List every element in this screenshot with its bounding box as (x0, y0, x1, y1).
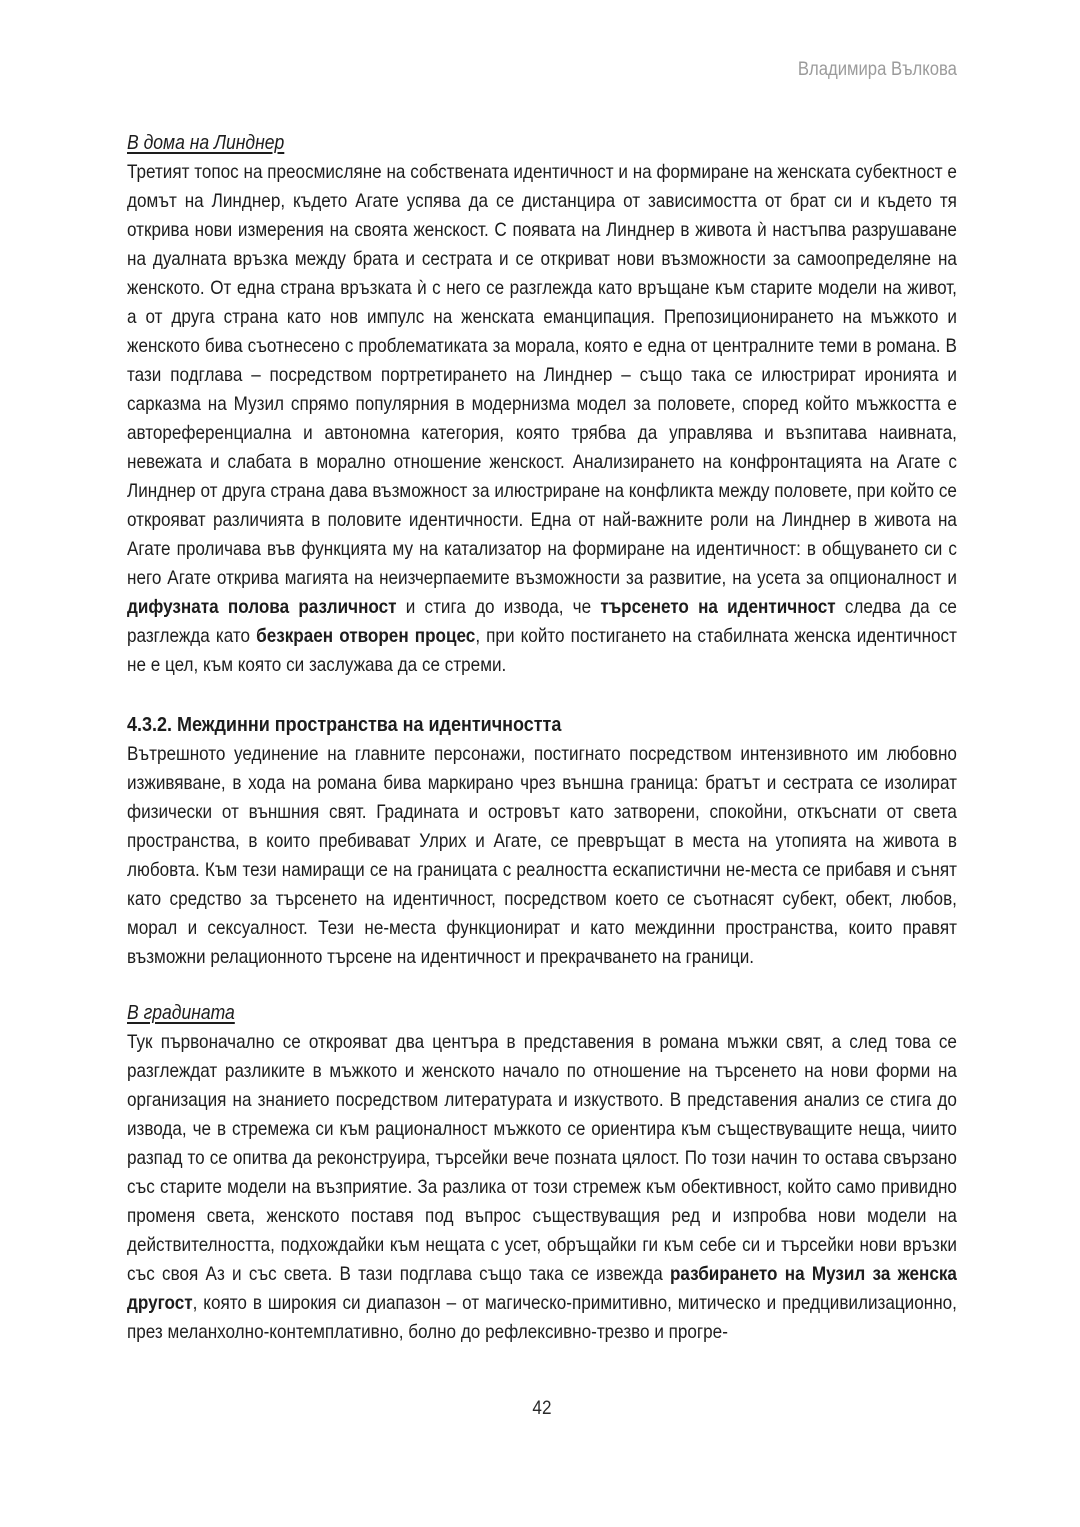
paragraph-interspaces: Вътрешното уединение на главните персонажи, постигнато посредством интензивното им любовно изживяване, в хода на романа бива маркирано чрез външна граница: братът и сестрата се изолират физически от външния свят. Градината и островът като затворени, спокойни, откъснати от света пространства, в които пребивават Улрих и Агате, се превръщат в места на утопията на живота в любовта. Към тези намиращи се на границата с реалността ескапистични не-места се прибавя и сънят като средство за търсенето на идентичност, посредством което се съотнасят субект, обект, любов, морал и сексуалност. Тези не-места функционират и като междинни пространства, които правят възможни релационното търсене на идентичност и прекрачването на граници. (127, 743, 957, 968)
page-number: 42 (532, 1397, 552, 1419)
paragraph-lindner: Третият топос на преосмисляне на собствената идентичност и на формиране на женската субектност е домът на Линднер, където Агате успява да се дистанцира от зависимостта от брат си и където тя открива нови измерения на своята женскост. С появата на Линднер в живота ѝ настъпва разрушаване на дуалната връзка между брата и сестрата и се откриват нови възможности за самоопределяне на женското. От една страна връзката ѝ с него се разглежда като връщане към старите модели на живот, а от друга страна като нов импулс на женската еманципация. Препозиционирането на мъжкото и женското бива съотнесено с проблематиката за морала, която е една от централните теми в романа. В тази подглава – посредством портретирането на Линднер – също така се илюстрират иронията и сарказма на Музил спрямо популярния в модернизма модел за половете, според който мъжкостта е автореференциална и автономна категория, която трябва да управлява и възпитава наивната, невежата и слабата в морално отношение женскост. Анализирането на конфронтацията на Агате с Линднер от друга страна дава възможност за илюстриране на конфликта между половете, при който се открояват различията в половите идентичности. Една от най-важните роли на Линднер в живота на Агате проличава във функцията му на катализатор на формиране на идентичност: в общуването си с него Агате открива магията на неизчерпаемите възможности за развитие, на усета за опционалност и дифузната полова различност и стига до извода, че търсенето на идентичност следва да се разглежда като безкраен отворен процес, при който постигането на стабилната женска идентичност не е цел, към която си заслужава да се стреми. (127, 161, 957, 676)
paragraph-garden: Тук първоначално се открояват два центъра в представения в романа мъжки свят, а след това се разглеждат разликите в мъжкото и женското начало по отношение на търсенето на нови форми на организация на знанието посредством литературата и изкуството. В представения анализ се стига до извода, че в стремежа си към рационалност мъжкото се ориентира към съществуващите неща, чиито разпад то се опитва да реконструира, търсейки вече позната цялост. По този начин то остава свързано със старите модели на възприятие. За разлика от този стремеж към обективност, който само привидно променя света, женското поставя под въпрос съществуващия ред и изпробва нови модели на действителността, подхождайки към нещата с усет, обръщайки ги към себе си и търсейки нови връзки със своя Аз и със света. В тази подглава също така се извежда разбирането на Музил за женска другост, която в широкия си диапазон – от магическо-примитивно, митическо и предцивилизационно, през меланхолно-контемплативно, болно до рефлексивно-трезво и прогре- (127, 1031, 957, 1343)
section-heading-4-3-2: 4.3.2. Междинни пространства на идентичността (127, 713, 562, 736)
page-content (127, 0, 957, 1420)
running-header-author: Владимира Вълкова (797, 59, 957, 80)
subsection-heading-lindner: В дома на Линднер (127, 132, 285, 154)
subsection-heading-garden: В градината (127, 1002, 235, 1024)
